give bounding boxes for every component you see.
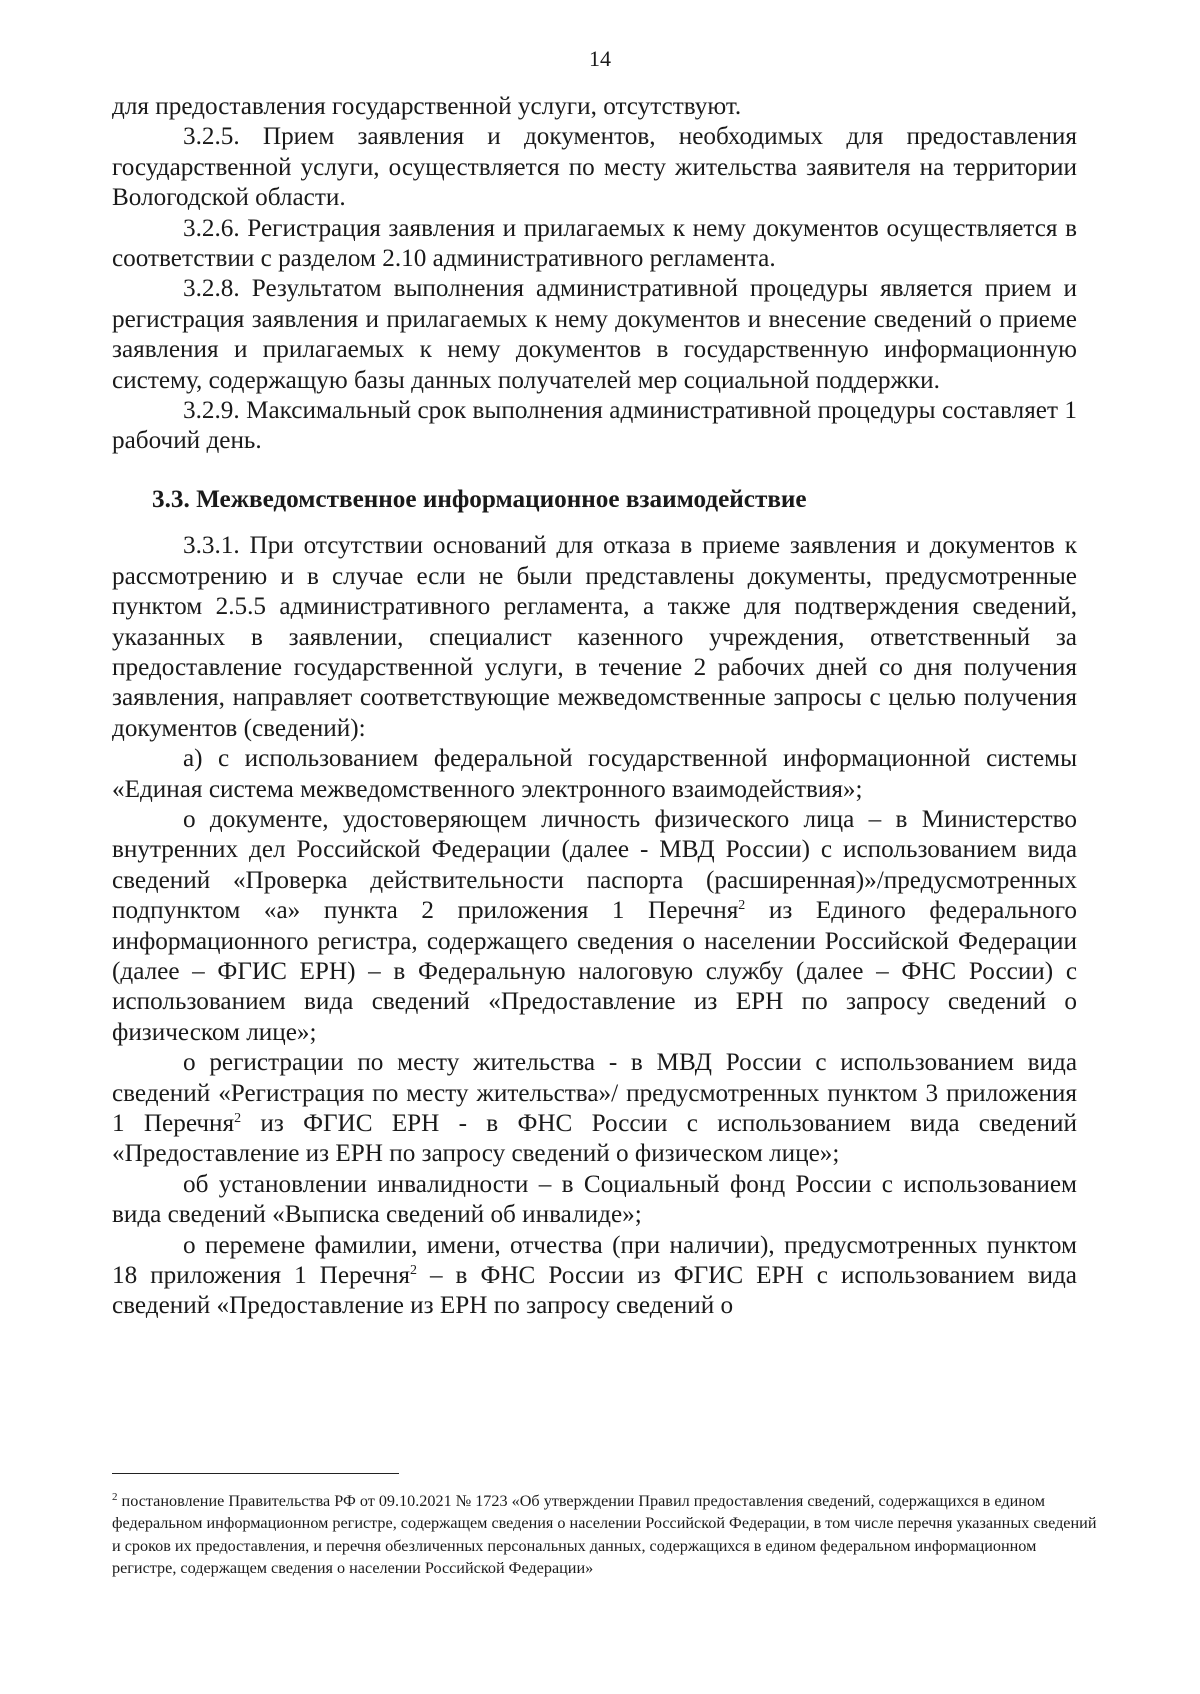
paragraph-3-2-5: 3.2.5. Прием заявления и документов, необходимых для предоставления государственной услуги, осуществляется по месту жительства заявителя на территории Вологодской области.	[112, 123, 1077, 212]
paragraph-item-a: а) с использованием федеральной государственной информационной системы «Единая система межведомственного электронного взаимодействия»;	[112, 745, 1077, 803]
paragraph-name-change	[112, 1231, 1077, 1322]
paragraph-disability: об установлении инвалидности – в Социальный фонд России с использованием вида сведений «Выписка сведений об инвалиде»;	[112, 1170, 1077, 1229]
section-heading-3-3: 3.3. Межведомственное информационное взаимодействие	[152, 485, 807, 513]
paragraph-3-2-8: 3.2.8. Результатом выполнения административной процедуры является прием и регистрация заявления и прилагаемых к нему документов и внесение сведений о приеме заявления и прилагаемых к нему документов в государственную информационную систему, содержащую базы данных получателей мер социальной поддержки.	[112, 275, 1077, 394]
footnote-reference[interactable]: 2	[738, 898, 746, 914]
paragraph-text: о документе, удостоверяющем личность физического лица – в Министерство внутренних дел Российской Федерации (далее - МВД России) с использованием вида сведений «Проверка действительности паспорта (расширенная)»/предусмотренных подпунктом «а» пункта 2 приложения 1 Перечня	[112, 805, 1077, 925]
footnote	[112, 1490, 1097, 1580]
page-number: 14	[589, 46, 611, 71]
document-body	[112, 92, 1077, 1322]
paragraph-text: о перемене фамилии, имени, отчества (при наличии), предусмотренных пунктом 18 приложения 1 Перечня	[112, 1231, 1077, 1290]
paragraph-3-2-9: 3.2.9. Максимальный срок выполнения административной процедуры составляет 1 рабочий день.	[112, 397, 1077, 455]
footnote-separator	[112, 1473, 399, 1474]
footnote-reference[interactable]: 2	[234, 1111, 242, 1126]
paragraph-3-2-6: 3.2.6. Регистрация заявления и прилагаемых к нему документов осуществляется в соответствии с разделом 2.10 административного регламента.	[112, 214, 1077, 273]
paragraph-3-3-1: 3.3.1. При отсутствии оснований для отказа в приеме заявления и документов к рассмотрению и в случае если не были представлены документы, предусмотренные пунктом 2.5.5 административного регламента, а также для подтверждения сведений, указанных в заявлении, специалист казенного учреждения, ответственный за предоставление государственной услуги, в течение 2 рабочих дней со дня получения заявления, направляет соответствующие межведомственные запросы с целью получения документов (сведений):	[112, 532, 1077, 742]
paragraph-text: из ФГИС ЕРН - в ФНС России с использованием вида сведений «Предоставление из ЕРН по запросу сведений о физическом лице»;	[112, 1110, 1077, 1168]
footnote-reference[interactable]: 2	[409, 1263, 417, 1279]
paragraph-continuation: для предоставления государственной услуги, отсутствуют.	[112, 93, 742, 120]
footnote-marker: 2	[112, 1491, 118, 1503]
paragraph-text: – в ФНС России из ФГИС ЕРН с использованием вида сведений «Предоставление из ЕРН по запросу сведений о	[112, 1262, 1077, 1320]
footnote-text: постановление Правительства РФ от 09.10.2021 № 1723 «Об утверждении Правил предоставления сведений, содержащихся в едином федеральном информационном регистре, содержащем сведения о населении Российской Федерации, в том числе перечня указанных сведений и сроков их предоставления, и перечня обезличенных персональных данных, содержащихся в едином федеральном информационном регистре, содержащем сведения о населении Российской Федерации»	[112, 1492, 1097, 1578]
paragraph-text: из Единого федерального информационного регистра, содержащего сведения о населении Российской Федерации (далее – ФГИС ЕРН) – в Федеральную налоговую службу (далее – ФНС России) с использованием вида сведений «Предоставление из ЕРН по запросу сведений о физическом лице»;	[112, 897, 1078, 1046]
paragraph-residence-registration	[112, 1048, 1077, 1170]
paragraph-text: о регистрации по месту жительства - в МВД России с использованием вида сведений «Регистрация по месту жительства»/ предусмотренных пунктом 3 приложения 1 Перечня	[112, 1049, 1077, 1137]
paragraph-identity-document	[112, 805, 1077, 1048]
